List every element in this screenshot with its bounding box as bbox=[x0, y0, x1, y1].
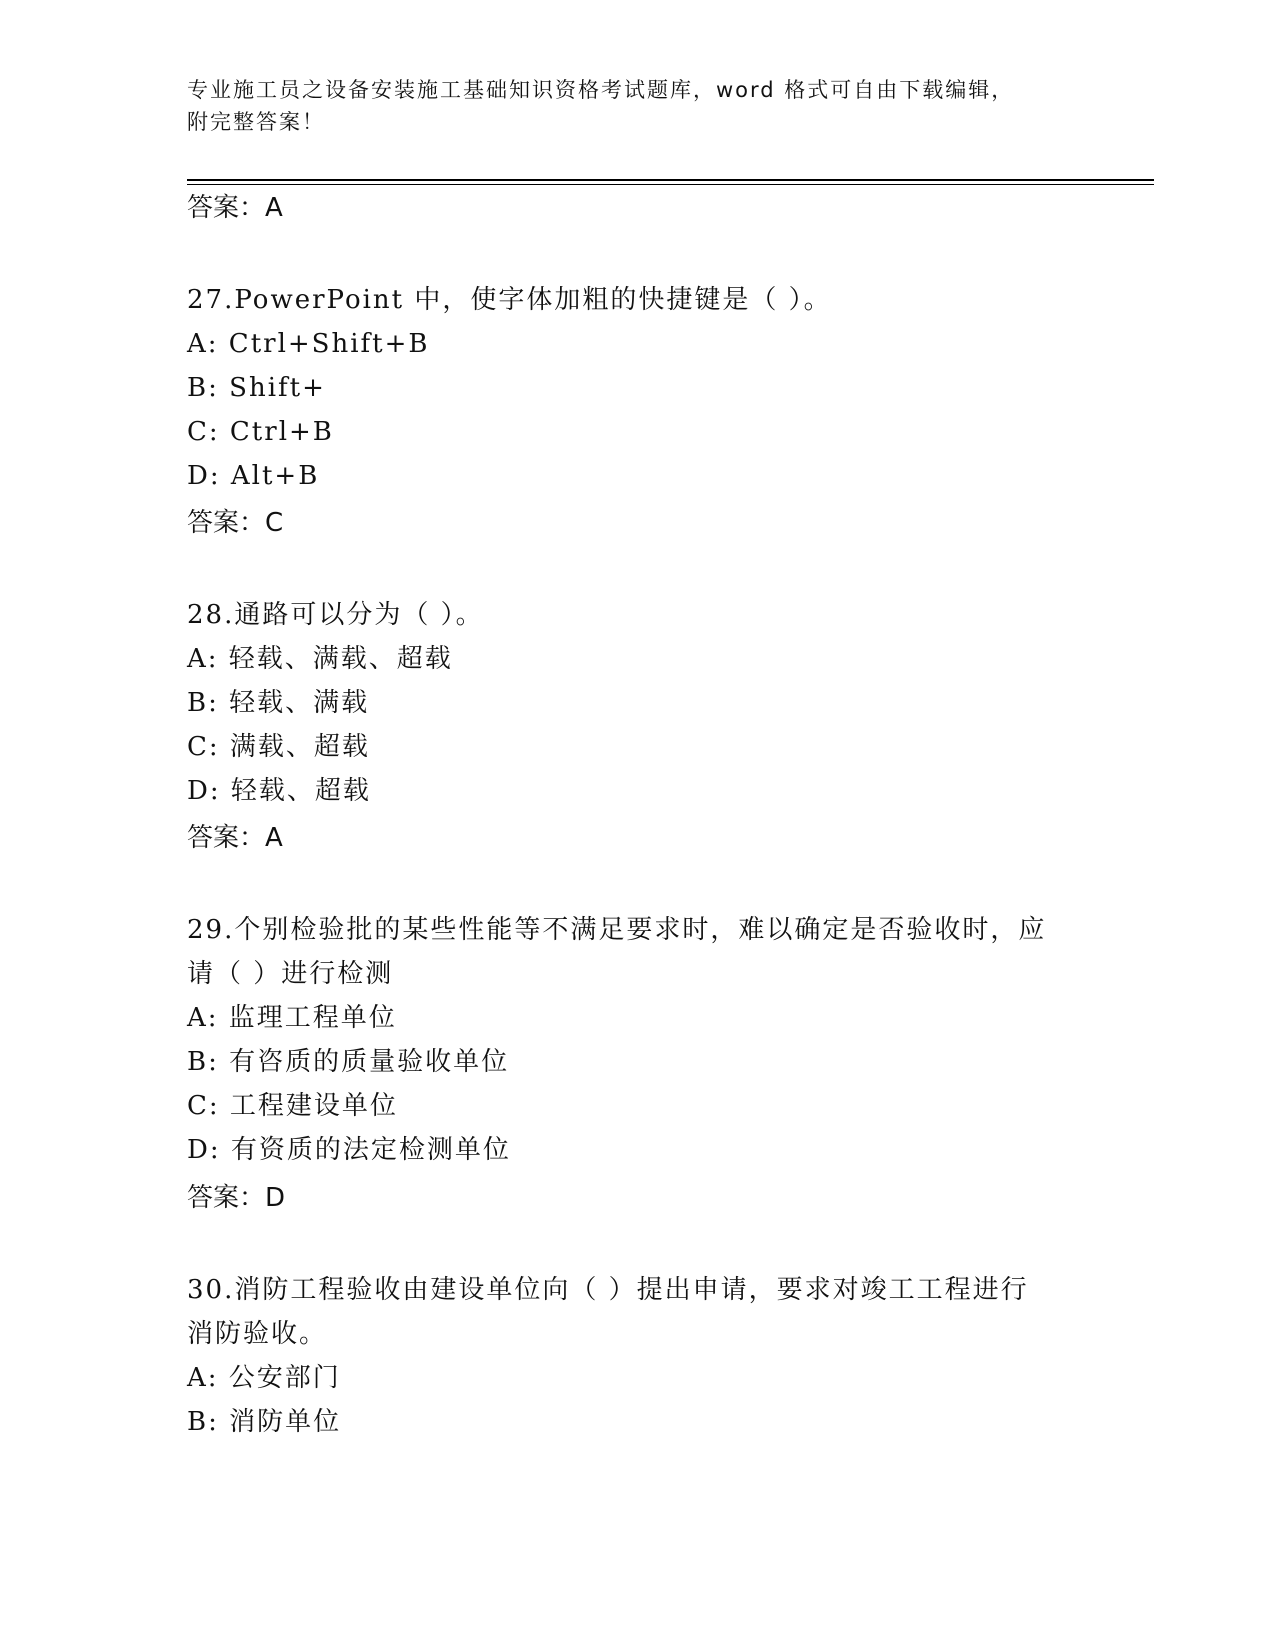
question-29-option-c: C: 工程建设单位 bbox=[187, 1091, 398, 1121]
document-header bbox=[187, 74, 1067, 138]
question-28-option-d: D: 轻载、超载 bbox=[187, 776, 371, 806]
question-30-option-a: A: 公安部门 bbox=[187, 1363, 341, 1393]
question-29-stem-line-2: 请（ ）进行检测 bbox=[187, 959, 394, 989]
question-29-option-a: A: 监理工程单位 bbox=[187, 1003, 397, 1033]
question-28-option-b: B: 轻载、满载 bbox=[187, 688, 370, 718]
answer-q27: 答案：C bbox=[187, 508, 284, 538]
header-line-2: 附完整答案！ bbox=[187, 110, 325, 134]
answer-q28: 答案：A bbox=[187, 823, 283, 853]
question-29-option-b: B: 有咨质的质量验收单位 bbox=[187, 1047, 510, 1077]
header-divider-thick bbox=[187, 179, 1154, 181]
question-28-option-c: C: 满载、超载 bbox=[187, 732, 370, 762]
question-27-option-d: D: Alt+B bbox=[187, 461, 320, 491]
question-27-stem: 27.PowerPoint 中，使字体加粗的快捷键是（ ）。 bbox=[187, 285, 832, 315]
question-28-option-a: A: 轻载、满载、超载 bbox=[187, 644, 453, 674]
question-27-option-c: C: Ctrl+B bbox=[187, 417, 334, 447]
question-28-stem: 28.通路可以分为（ ）。 bbox=[187, 600, 484, 630]
question-30-stem-line-2: 消防验收。 bbox=[187, 1319, 328, 1349]
question-30-stem-line-1: 30.消防工程验收由建设单位向（ ）提出申请，要求对竣工工程进行 bbox=[187, 1275, 1029, 1305]
question-29-stem-line-1: 29.个别检验批的某些性能等不满足要求时，难以确定是否验收时，应 bbox=[187, 915, 1047, 945]
question-30-option-b: B: 消防单位 bbox=[187, 1407, 342, 1437]
answer-q29: 答案：D bbox=[187, 1183, 286, 1213]
header-divider-thin bbox=[187, 184, 1154, 185]
question-27-option-a: A: Ctrl+Shift+B bbox=[187, 329, 430, 359]
header-line-1: 专业施工员之设备安装施工基础知识资格考试题库，word 格式可自由下载编辑， bbox=[187, 78, 1015, 102]
question-27-option-b: B: Shift+ bbox=[187, 373, 326, 403]
question-29-option-d: D: 有资质的法定检测单位 bbox=[187, 1135, 511, 1165]
answer-q26: 答案：A bbox=[187, 193, 283, 223]
